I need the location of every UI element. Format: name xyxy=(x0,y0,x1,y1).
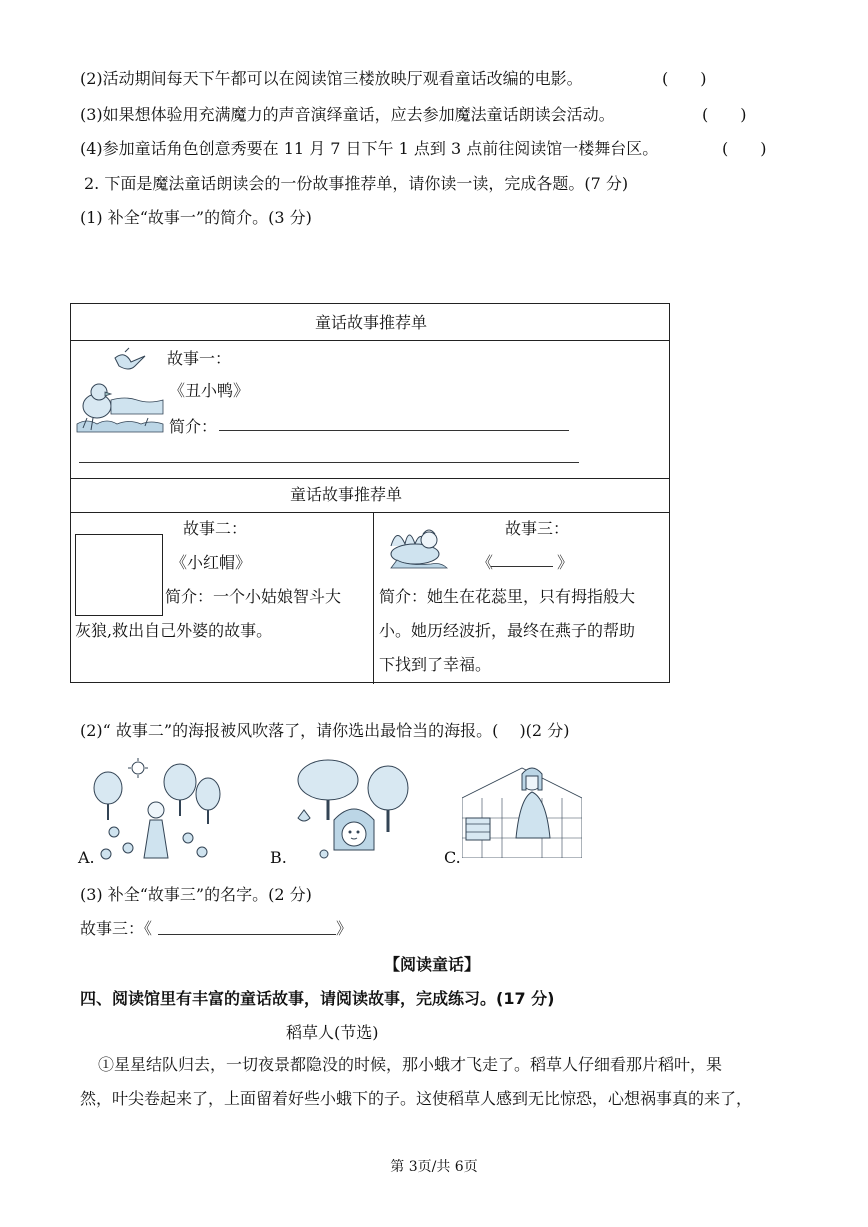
option-b-label[interactable]: B. xyxy=(270,848,287,867)
passage-line-2: 然，叶尖卷起来了，上面留着好些小蛾下的子。这使稻草人感到无比惊恐，心想祸事真的来了， xyxy=(80,1089,753,1108)
question-text: (2)活动期间每天下午都可以在阅读馆三楼放映厅观看童话改编的电影。 xyxy=(80,69,583,88)
section-4-heading: 四、阅读馆里有丰富的童话故事，请阅读故事，完成练习。(17 分) xyxy=(80,989,555,1008)
answer-paren[interactable]: ( ) xyxy=(722,139,767,158)
thumbelina-image xyxy=(383,516,453,572)
story1-intro-blank-2[interactable] xyxy=(79,462,579,463)
option-a-label[interactable]: A. xyxy=(78,848,95,867)
q2-1: (1) 补全“故事一”的简介。(3 分) xyxy=(80,208,312,227)
ugly-duckling-image xyxy=(75,344,167,436)
recommendation-table xyxy=(70,303,670,683)
question-4 xyxy=(80,136,767,159)
q2-3-answer-left: 故事三：《 xyxy=(80,919,153,938)
answer-paren[interactable]: ( ) xyxy=(662,69,707,88)
q2-intro: 2. 下面是魔法童话朗读会的一份故事推荐单，请你读一读，完成各题。(7 分) xyxy=(84,174,629,193)
answer-paren[interactable]: ( ) xyxy=(702,105,747,124)
question-text: (4)参加童话角色创意秀要在 11 月 7 日下午 1 点到 3 点前往阅读馆一楼舞台区。 xyxy=(80,139,659,158)
story1-intro-label: 简介： xyxy=(169,417,218,436)
story1-title: 《丑小鸭》 xyxy=(169,381,250,400)
option-c-label[interactable]: C. xyxy=(444,848,461,867)
red-riding-hood-poster-image[interactable] xyxy=(288,758,418,864)
story1-label: 故事一： xyxy=(167,349,232,368)
story3-title-blank[interactable] xyxy=(491,566,553,567)
story3-intro-3: 下找到了幸福。 xyxy=(379,655,492,674)
page-footer: 第 3页/共 6页 xyxy=(390,1159,478,1175)
question-2 xyxy=(80,66,707,89)
question-text: (3)如果想体验用充满魔力的声音演绎童话，应去参加魔法童话朗读会活动。 xyxy=(80,105,615,124)
question-3 xyxy=(80,102,747,125)
table-header-1: 童话故事推荐单 xyxy=(314,313,427,332)
snow-white-poster-image[interactable] xyxy=(92,758,222,864)
story3-intro-2: 小。她历经波折，最终在燕子的帮助 xyxy=(379,621,636,640)
passage-title: 稻草人(节选) xyxy=(286,1023,379,1042)
story3-title-right: 》 xyxy=(557,553,574,572)
story2-label: 故事二： xyxy=(183,519,248,538)
story2-intro-1: 简介：一个小姑娘智斗大 xyxy=(165,587,342,606)
q2-3: (3) 补全“故事三”的名字。(2 分) xyxy=(80,885,312,904)
q2-3-answer-right: 》 xyxy=(336,919,353,938)
q2-2: (2)“ 故事二”的海报被风吹落了，请你选出最恰当的海报。( )(2 分) xyxy=(80,721,570,740)
cinderella-poster-image[interactable] xyxy=(462,758,582,858)
story3-name-blank[interactable] xyxy=(158,934,336,935)
missing-poster-box xyxy=(75,534,163,616)
table-header-2: 童话故事推荐单 xyxy=(289,485,402,504)
section-tag: 【阅读童话】 xyxy=(384,955,481,974)
passage-line-1: ①星星结队归去，一切夜景都隐没的时候，那小蛾才飞走了。稻草人仔细看那片稻叶，果 xyxy=(98,1055,723,1074)
story2-intro-2: 灰狼,救出自己外婆的故事。 xyxy=(75,621,273,640)
story1-intro-blank-1[interactable] xyxy=(219,430,569,431)
story3-label: 故事三： xyxy=(505,519,570,538)
story2-title: 《小红帽》 xyxy=(171,553,252,572)
story3-title-left: 《 xyxy=(477,553,494,572)
story3-intro-1: 简介：她生在花蕊里，只有拇指般大 xyxy=(379,587,636,606)
